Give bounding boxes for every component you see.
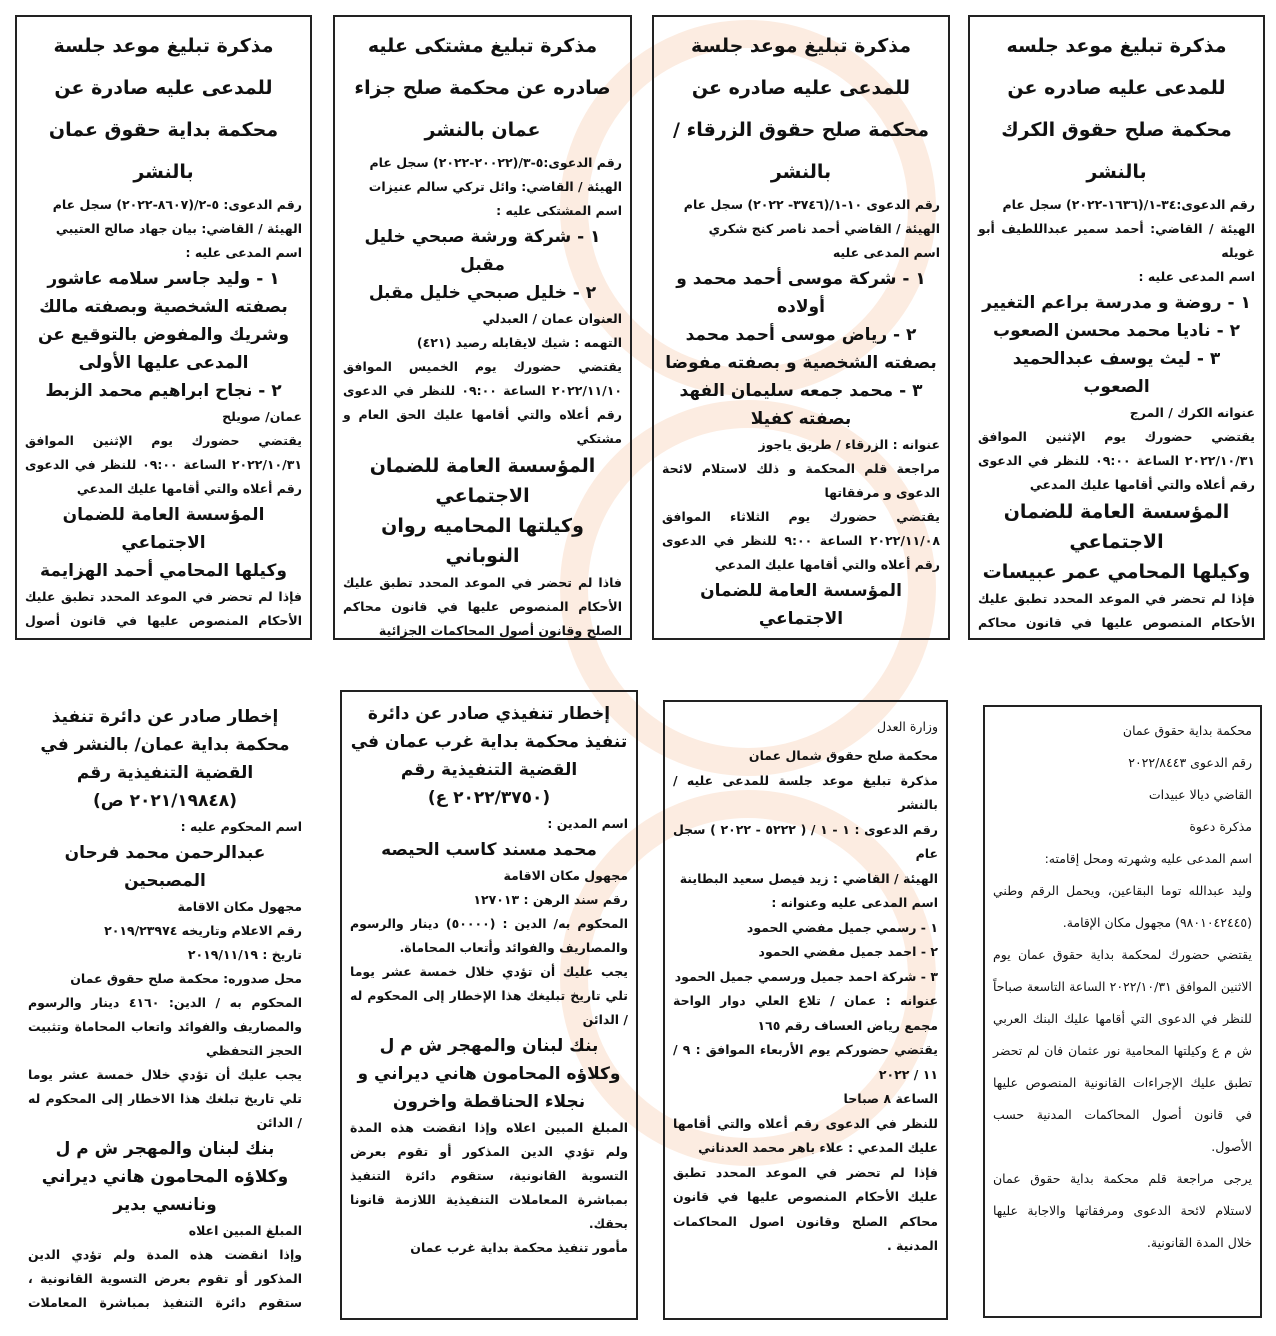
notice-text: فإذا لم تحضر في الموعد المحدد تطبق عليك الأحكام المنصوص عليها في قانون محاكم الصلح وقانون اصول المحاكمات المدنية .	[673, 1164, 938, 1253]
notice-text: ٣ - ليث يوسف عبدالحميد الصعوب	[1012, 349, 1221, 397]
notice-text: اسم المدعى عليه :	[185, 245, 302, 260]
notice-text: رقم الدعوى : ١ - ١ / ( ٥٢٢٢ - ٢٠٢٢ ) سجل عام	[673, 821, 938, 861]
notice-text: ٢ - رياض موسى أحمد محمد بصفته الشخصية و بصفته مفوضا	[665, 325, 937, 373]
notice-text: عبدالرحمن محمد فرحان المصبحين	[64, 843, 266, 891]
notice-text: الهيئة / القاضي: وائل تركي سالم عنيزات	[368, 179, 622, 194]
notice-text: وليد عبدالله توما البقاعين، ويحمل الرقم وطني (٩٨٠١٠٤٢٤٤٥) مجهول مكان الإقامة.	[993, 883, 1252, 930]
notice-text: عنوانه : الزرقاء / طريق ياجوز	[758, 437, 940, 452]
notice-text: ٢ - ناديا محمد محسن الصعوب	[993, 321, 1240, 341]
notice-text: بنك لبنان والمهجر ش م ل وكلاؤه المحامون هاني ديراني ونانسي بدير	[41, 1139, 289, 1215]
notice-text: يجب عليك أن تؤدي خلال خمسة عشر يوما تلي تاريخ تبليغك هذا الإخطار إلى المحكوم له / الدائن	[350, 964, 628, 1027]
notice-text: محكمة صلح حقوق شمال عمان	[748, 748, 938, 763]
notice-title: مذكرة تبليغ موعد جلسة للمدعى عليه صادرة عن محكمة بداية حقوق عمان بالنشر	[48, 35, 279, 183]
notice-text: مذكرة دعوة	[1189, 819, 1252, 834]
notice-text: يجب عليك أن تؤدي خلال خمسة عشر يوما تلي تاريخ تبلغك هذا الاخطار إلى المحكوم له / الدائن	[28, 1067, 302, 1130]
notice-title: مذكرة تبليغ مشتكى عليه صادره عن محكمة صلح جزاء عمان بالنشر	[354, 35, 611, 141]
notice-text: الساعة ٨ صباحا	[843, 1091, 938, 1106]
legal-notice	[15, 15, 312, 640]
notice-text: محكمة بداية حقوق عمان	[1122, 723, 1252, 738]
notice-text: المؤسسة العامة للضمان الاجتماعي	[62, 505, 265, 553]
notice-text: المؤسسة العامة للضمان الاجتماعي	[1003, 501, 1230, 553]
notice-text: وزارة العدل	[876, 719, 938, 734]
notice-text: الهيئة / القاضي أحمد ناصر كنج شكري	[708, 221, 940, 236]
notice-text: يقتضي حضورك يوم الثلاثاء الموافق ٢٠٢٢/١١/٠٨ الساعة ٩:٠٠ للنظر في الدعوى رقم أعلاه والتي أقامها عليك المدعي	[662, 509, 940, 572]
notice-text: محل صدوره: محكمة صلح حقوق عمان	[70, 971, 302, 986]
notice-text: اسم المدعى عليه :	[1138, 269, 1255, 284]
notice-text: ٢ - نجاح ابراهيم محمد الزبط	[45, 381, 282, 401]
notice-text: محمد مسند كاسب الحيصه	[381, 840, 597, 860]
notice-text: رقم الدعوى ١٠-١/(٣٧٤٦- ٢٠٢٢) سجل عام	[683, 197, 940, 212]
notice-text: وإذا انقضت هذه المدة ولم تؤدي الدين المذكور أو تقوم بعرض التسوية القانونية ، ستقوم دائرة التنفيذ بمباشرة المعاملات	[28, 1247, 302, 1310]
notice-text: الهيئة / القاضي: بيان جهاد صالح العتيبي	[55, 221, 302, 236]
notice-text: فإذا لم تحضر في الموعد المحدد تطبق عليك الأحكام المنصوص عليها في قانون أصول	[25, 589, 302, 628]
notice-title: إخطار تنفيذي صادر عن دائرة تنفيذ محكمة بداية غرب عمان في القضية التنفيذية رقم (٢٠٢٢/٣٧٥٠ ع)	[350, 704, 628, 808]
notice-text: ١ - شركة ورشة صبحي خليل مقبل	[364, 227, 601, 275]
notice-text: اسم المدعى عليه وشهرته ومحل إقامته:	[1044, 851, 1252, 866]
notice-text: المؤسسة العامة للضمان الاجتماعي	[700, 581, 902, 629]
notice-text: ٢ - خليل صبحي خليل مقبل	[368, 283, 597, 303]
notice-text: ٣ - محمد جمعه سليمان الفهد بصفته كفيلا	[679, 381, 923, 429]
notice-text: بنك لبنان والمهجر ش م ل وكلاؤه المحامون هاني ديراني و نجلاء الحناقطة واخرون	[357, 1036, 621, 1112]
legal-notice	[340, 690, 638, 1320]
notice-text: وكيلتها المحاميه روان النوباني	[381, 515, 584, 567]
notice-text: للنظر في الدعوى رقم أعلاه والتي أقامها عليك المدعي : علاء باهر محمد العدناني	[673, 1115, 938, 1155]
notice-text: المبلغ المبين اعلاه	[188, 1223, 302, 1238]
legal-notice	[663, 700, 948, 1320]
notice-text: ٣ - شركة احمد جميل ورسمي جميل الحمود	[674, 968, 938, 984]
notice-text: ١ - وليد جاسر سلامه عاشور بصفته الشخصية وبصفته مالك وشريك والمفوض بالتوقيع عن المدعى عليها الأولى	[37, 269, 290, 373]
notice-text: رقم الدعوى:٣٤-١/(١٦٣٦-٢٠٢٢) سجل عام	[1002, 197, 1255, 212]
notice-text: ١ - رسمي جميل مفضي الحمود	[746, 919, 938, 935]
notice-text: يقتضي حضورك لمحكمة بداية حقوق عمان يوم الاثنين الموافق ٢٠٢٢/١٠/٣١ الساعة التاسعة صباحاً للنظر في الدعوى التي أقامها عليك البنك العربي ش م ع وكيلتها المحامية نور عثمان فان لم تحضر تطبق عليك الإجراءات القانونية المنصوص عليها في قانون أصول المحاكمات المدنية حسب الأصول.	[993, 947, 1252, 1154]
notice-text: عنوانه الكرك / المرج	[1129, 405, 1255, 420]
notice-text: تاريخ : ٢٠١٩/١١/١٩	[187, 947, 302, 962]
notice-text: فإذا لم تحضر في الموعد المحدد تطبق عليك الأحكام المنصوص عليها في قانون محاكم	[978, 591, 1255, 630]
notice-text: المبلغ المبين اعلاه وإذا انقضت هذه المدة ولم تؤدي الدين المذكور أو تقوم بعرض التسوية القانونية، ستقوم دائرة التنفيذ بمباشرة المعاملات التنفيذية اللازمة قانونا بحقك.	[350, 1120, 628, 1231]
legal-notice	[983, 705, 1262, 1318]
notice-text: المؤسسة العامة للضمان الاجتماعي	[369, 455, 596, 507]
notice-text: يرجى مراجعة قلم محكمة بداية حقوق عمان لاستلام لائحة الدعوى ومرفقاتها والاجابة عليها خلال المدة القانونية.	[993, 1171, 1252, 1250]
notice-text: مجهول مكان الاقامة	[503, 868, 628, 883]
notice-text: اسم المدعى عليه	[832, 245, 940, 260]
notice-title: إخطار صادر عن دائرة تنفيذ محكمة بداية عمان/ بالنشر في القضية التنفيذية رقم (٢٠٢١/١٩٨٤٨ ص)	[40, 707, 290, 811]
legal-notice	[968, 15, 1265, 640]
notice-text: رقم الدعوى ٢٠٢٢/٨٤٤٣	[1128, 755, 1252, 770]
notice-text: عمان/ صويلح	[222, 409, 302, 424]
notice-text: مجهول مكان الاقامة	[177, 899, 302, 914]
notice-text: المحكوم به/ الدين : (٥٠٠٠٠) دينار والرسوم والمصاريف والفوائد وأتعاب المحاماة.	[350, 916, 628, 955]
notice-text: رقم الدعوى: ٥-٢/(٨٦٠٧-٢٠٢٢) سجل عام	[52, 197, 302, 212]
notice-text: وكيلها المحامي أحمد الهزايمة	[40, 561, 287, 581]
notice-text: عنوانه : عمان / تلاع العلي دوار الواحة مجمع رياض العساف رقم ١٦٥	[673, 993, 938, 1033]
notice-text: مذكرة تبليغ موعد جلسة للمدعى عليه / بالنشر	[673, 772, 938, 812]
notice-text: مأمور تنفيذ محكمة بداية غرب عمان	[410, 1240, 628, 1255]
notice-text: فاذا لم تحضر في الموعد المحدد تطبق عليك الأحكام المنصوص عليها في قانون محاكم الصلح وقانون أصول المحاكمات الجزائية	[343, 575, 622, 638]
notice-text: رقم الدعوى:٥-٣/(٢٠٠٢٢-٢٠٢٢) سجل عام	[369, 155, 622, 170]
notice-text: ٢ - احمد جميل مفضي الحمود	[758, 944, 938, 959]
notice-text: يقتضي حضورك يوم الإثنين الموافق ٢٠٢٢/١٠/٣١ الساعة ٠٩:٠٠ للنظر في الدعوى رقم أعلاه والتي أقامها عليك المدعي	[25, 433, 302, 496]
notice-text: التهمه : شيك لايقابله رصيد (٤٢١)	[416, 335, 622, 350]
notice-text: الهيئة / القاضي: أحمد سمير عبداللطيف أبو غويله	[978, 221, 1255, 260]
notice-text: العنوان عمان / العبدلي	[482, 311, 622, 326]
notice-text: مراجعة قلم المحكمة و ذلك لاستلام لائحة الدعوى و مرفقاتها	[662, 461, 940, 500]
notice-text: ١ - شركة موسى أحمد محمد و أولاده	[676, 269, 926, 317]
notice-text: الهيئة / القاضي : زيد فيصل سعيد البطاينة	[679, 870, 938, 886]
notice-text: المحكوم به / الدين: ٤١٦٠ دينار والرسوم والمصاريف والفوائد واتعاب المحاماة وتثبيت الحجز التحفظي	[28, 995, 302, 1058]
notice-text: اسم المحكوم عليه :	[180, 819, 302, 834]
notice-text: اسم المشتكى عليه :	[496, 203, 622, 218]
notice-text: وكيلها المحامي عمر عبيسات	[982, 561, 1251, 583]
notice-text: اسم المدعى عليه وعنوانه :	[771, 895, 938, 910]
notice-text	[662, 633, 940, 640]
legal-notice	[20, 695, 310, 1320]
notice-text: يقتضي حضورك يوم الإثنين الموافق ٢٠٢٢/١٠/٣١ الساعة ٠٩:٠٠ للنظر في الدعوى رقم أعلاه والتي أقامها عليك المدعي	[978, 429, 1255, 492]
notice-text: يقتضي حضوركم يوم الأربعاء الموافق : ٩ / ١١ / ٢٠٢٢	[673, 1042, 938, 1082]
legal-notice	[333, 15, 632, 640]
notice-title: مذكرة تبليغ موعد جلسه للمدعى عليه صادره عن محكمة صلح حقوق الكرك بالنشر	[1001, 35, 1232, 183]
notice-text: ١ - روضة و مدرسة براعم التغيير	[982, 293, 1251, 313]
notice-text: اسم المدين :	[547, 816, 628, 831]
notice-text: يقتضي حضورك يوم الخميس الموافق ٢٠٢٢/١١/١٠ الساعة ٠٩:٠٠ للنظر في الدعوى رقم أعلاه والتي أقامها عليك الحق العام و مشتكي	[343, 359, 622, 446]
notice-text: القاضي ديالا عبيدات	[1148, 787, 1252, 802]
notice-text: رقم الاعلام وتاريخه ٢٠١٩/٢٣٩٧٤	[104, 923, 302, 938]
notice-text: رقم سند الرهن : ١٢٧٠١٣	[473, 892, 628, 907]
legal-notice	[652, 15, 950, 640]
notice-title: مذكرة تبليغ موعد جلسة للمدعى عليه صادره عن محكمة صلح حقوق الزرقاء / بالنشر	[673, 35, 929, 183]
